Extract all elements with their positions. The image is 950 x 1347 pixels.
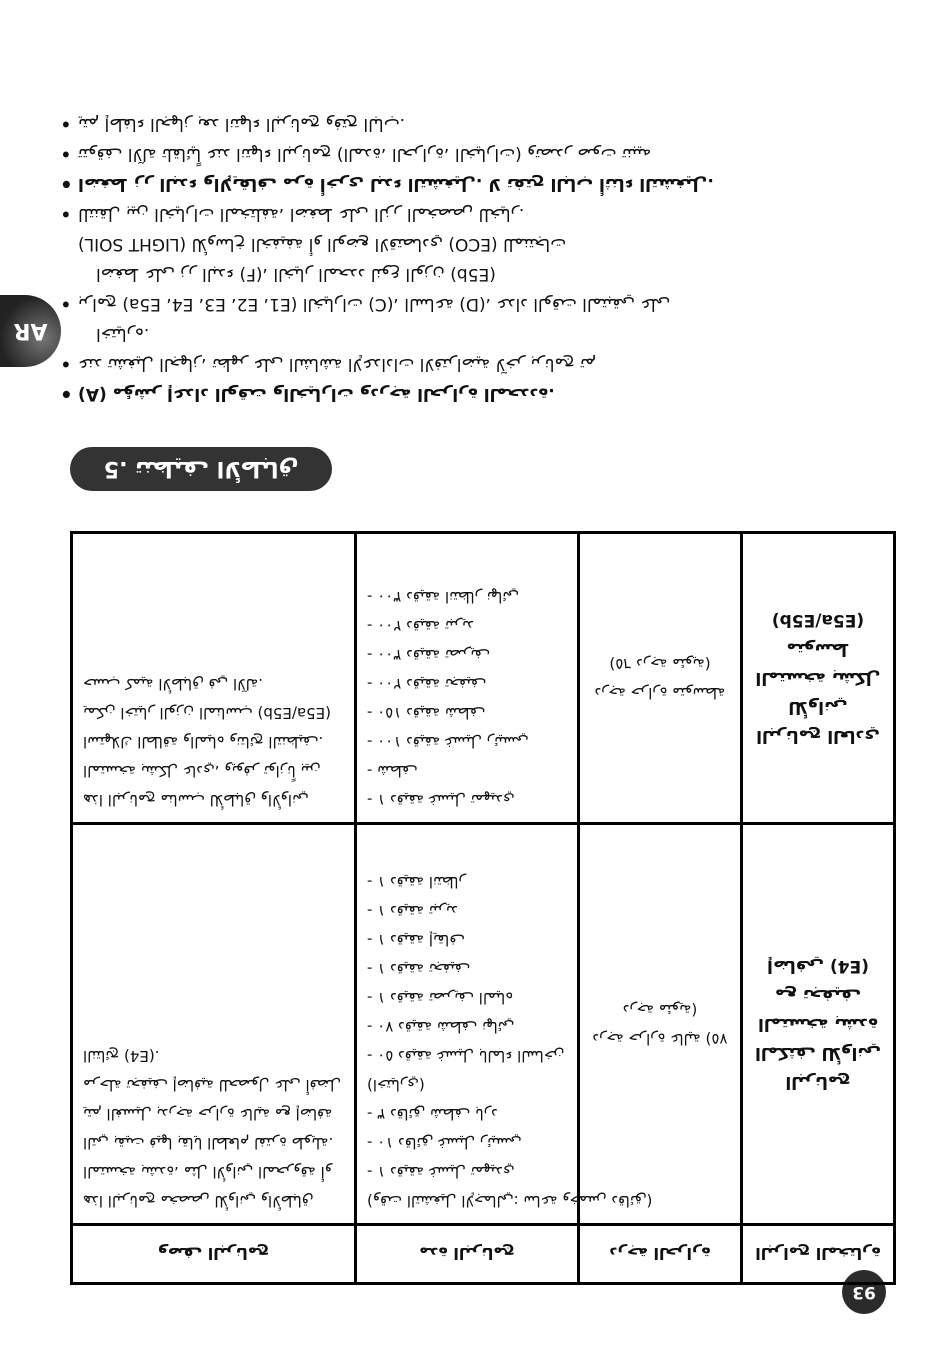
- table-row: [72, 823, 895, 1224]
- program-name: البرنامج المكثف للأواني المتسخة بشدة مع تجفيف إضافي (E4): [742, 823, 895, 1224]
- list-item: • (A) مؤشر إعداد الوقت والخيارات ودرجة الحرارة المحددة.: [60, 379, 860, 409]
- list-item: • عند تشغيل الجهاز، تظهر على الشاشة الإعدادات الافتراضية لآخر برنامج تم اختياره.: [60, 319, 860, 379]
- list-item: • يتم إطفاء الجهاز بعد انتهاء البرنامج وفتح الباب.: [60, 109, 860, 139]
- page-number: 93: [842, 1270, 886, 1314]
- list-item: • اضغط زر البدء والإيقاف مرة أخرى لبدء التشغيل. لا تفتح الباب أثناء التشغيل.: [60, 169, 860, 199]
- section-title: 5. تنظيف الأطباق: [70, 447, 332, 491]
- table-row: [72, 533, 895, 824]
- list-item: • برامج (E1، E2، E3، E4، E5a) الخيارات (C)، الساعة (D)، عداد الوقت المتبقي على اضغط على زر البدء (F)، الخيار المحدد لنوع الوزن (E5b): [60, 259, 860, 319]
- list-item: • للتنقل بين الخيارات المختلفة، اضغط على الزر المخصص للخيار.: [60, 199, 860, 229]
- column-header-description: وصف البرنامج: [72, 1224, 356, 1283]
- program-steps: (وقت التشغيل الإجمالي: ساعة وخمس دقائق) - ١ دقيقة غسيل تمهيدي - ١٠ دقائق غسيل رئيسي - ٣ دقائق شطف بارد (اختياري) - ٥٠ دقيقة غسيل بالماء الساخن - ٧٠ دقيقة شطف نهائي - ١ دقيقة تصريف المياه - ١ دقيقة تجفيف - ١ دقيقة إيقاف - ١ دقيقة تبريد - ١ دقيقة انتظار: [356, 823, 579, 1224]
- column-header-program: البرامج المختارة: [742, 1224, 895, 1283]
- list-item: • تتوقف الآلة تلقائياً عند انتهاء البرنامج (المدة، الحرارة، الخيارات) وتصدر صوت تنبيه: [60, 139, 860, 169]
- instruction-list: [60, 109, 860, 409]
- language-tab: AR: [0, 295, 61, 367]
- program-description: هذا البرنامج مناسب للأطباق والأواني المتسخة بشكل عادي، ويوفر توازناً بين استهلاك الطاقة والمياه ونتائج التنظيف. يمكن اختيار الوزن المناسب (E5a/E5b) حسب كمية الأطباق في الآلة.: [72, 533, 356, 824]
- list-item-continuation: (LIGHT SOIL) للأوساخ الخفيفة أو الوضع الاقتصادي (ECO) للمنتجات: [78, 234, 567, 254]
- program-temperature: درجة حرارة متوسطة (٦٥ درجة مئوية): [579, 533, 742, 824]
- program-table: [70, 531, 896, 1285]
- column-header-duration: مدة البرنامج: [356, 1224, 579, 1283]
- program-description: هذا البرنامج مخصص للأواني والأطباق المتسخة بشدة، مثل الأواني المحروقة أو التي بقيت فيها بقايا الطعام لفترة طويلة. يتم الغسيل بدرجة حرارة عالية مع إضافة مرحلة تجفيف إضافية للحصول على أفضل النتائج (E4).: [72, 823, 356, 1224]
- program-steps: - ١ دقيقة غسيل تمهيدي - شطف - ١٠٠ دقيقة غسيل رئيسي - ١٥٠ دقيقة شطف - ٢٠٠ دقيقة تجفيف - ٣٠٠ دقيقة تصريف - ٢٠٠ دقيقة تبريد - ٣٠٠ دقيقة انتظار نهائي: [356, 533, 579, 824]
- program-name: البرنامج العادي للأواني المتسخة بشكل متوسط (E5a/E5b): [742, 533, 895, 824]
- table-header-row: [72, 1224, 895, 1283]
- program-temperature: درجة حرارة عالية (٧٥ درجة مئوية): [579, 823, 742, 1224]
- column-header-temperature: درجة الحرارة: [579, 1224, 742, 1283]
